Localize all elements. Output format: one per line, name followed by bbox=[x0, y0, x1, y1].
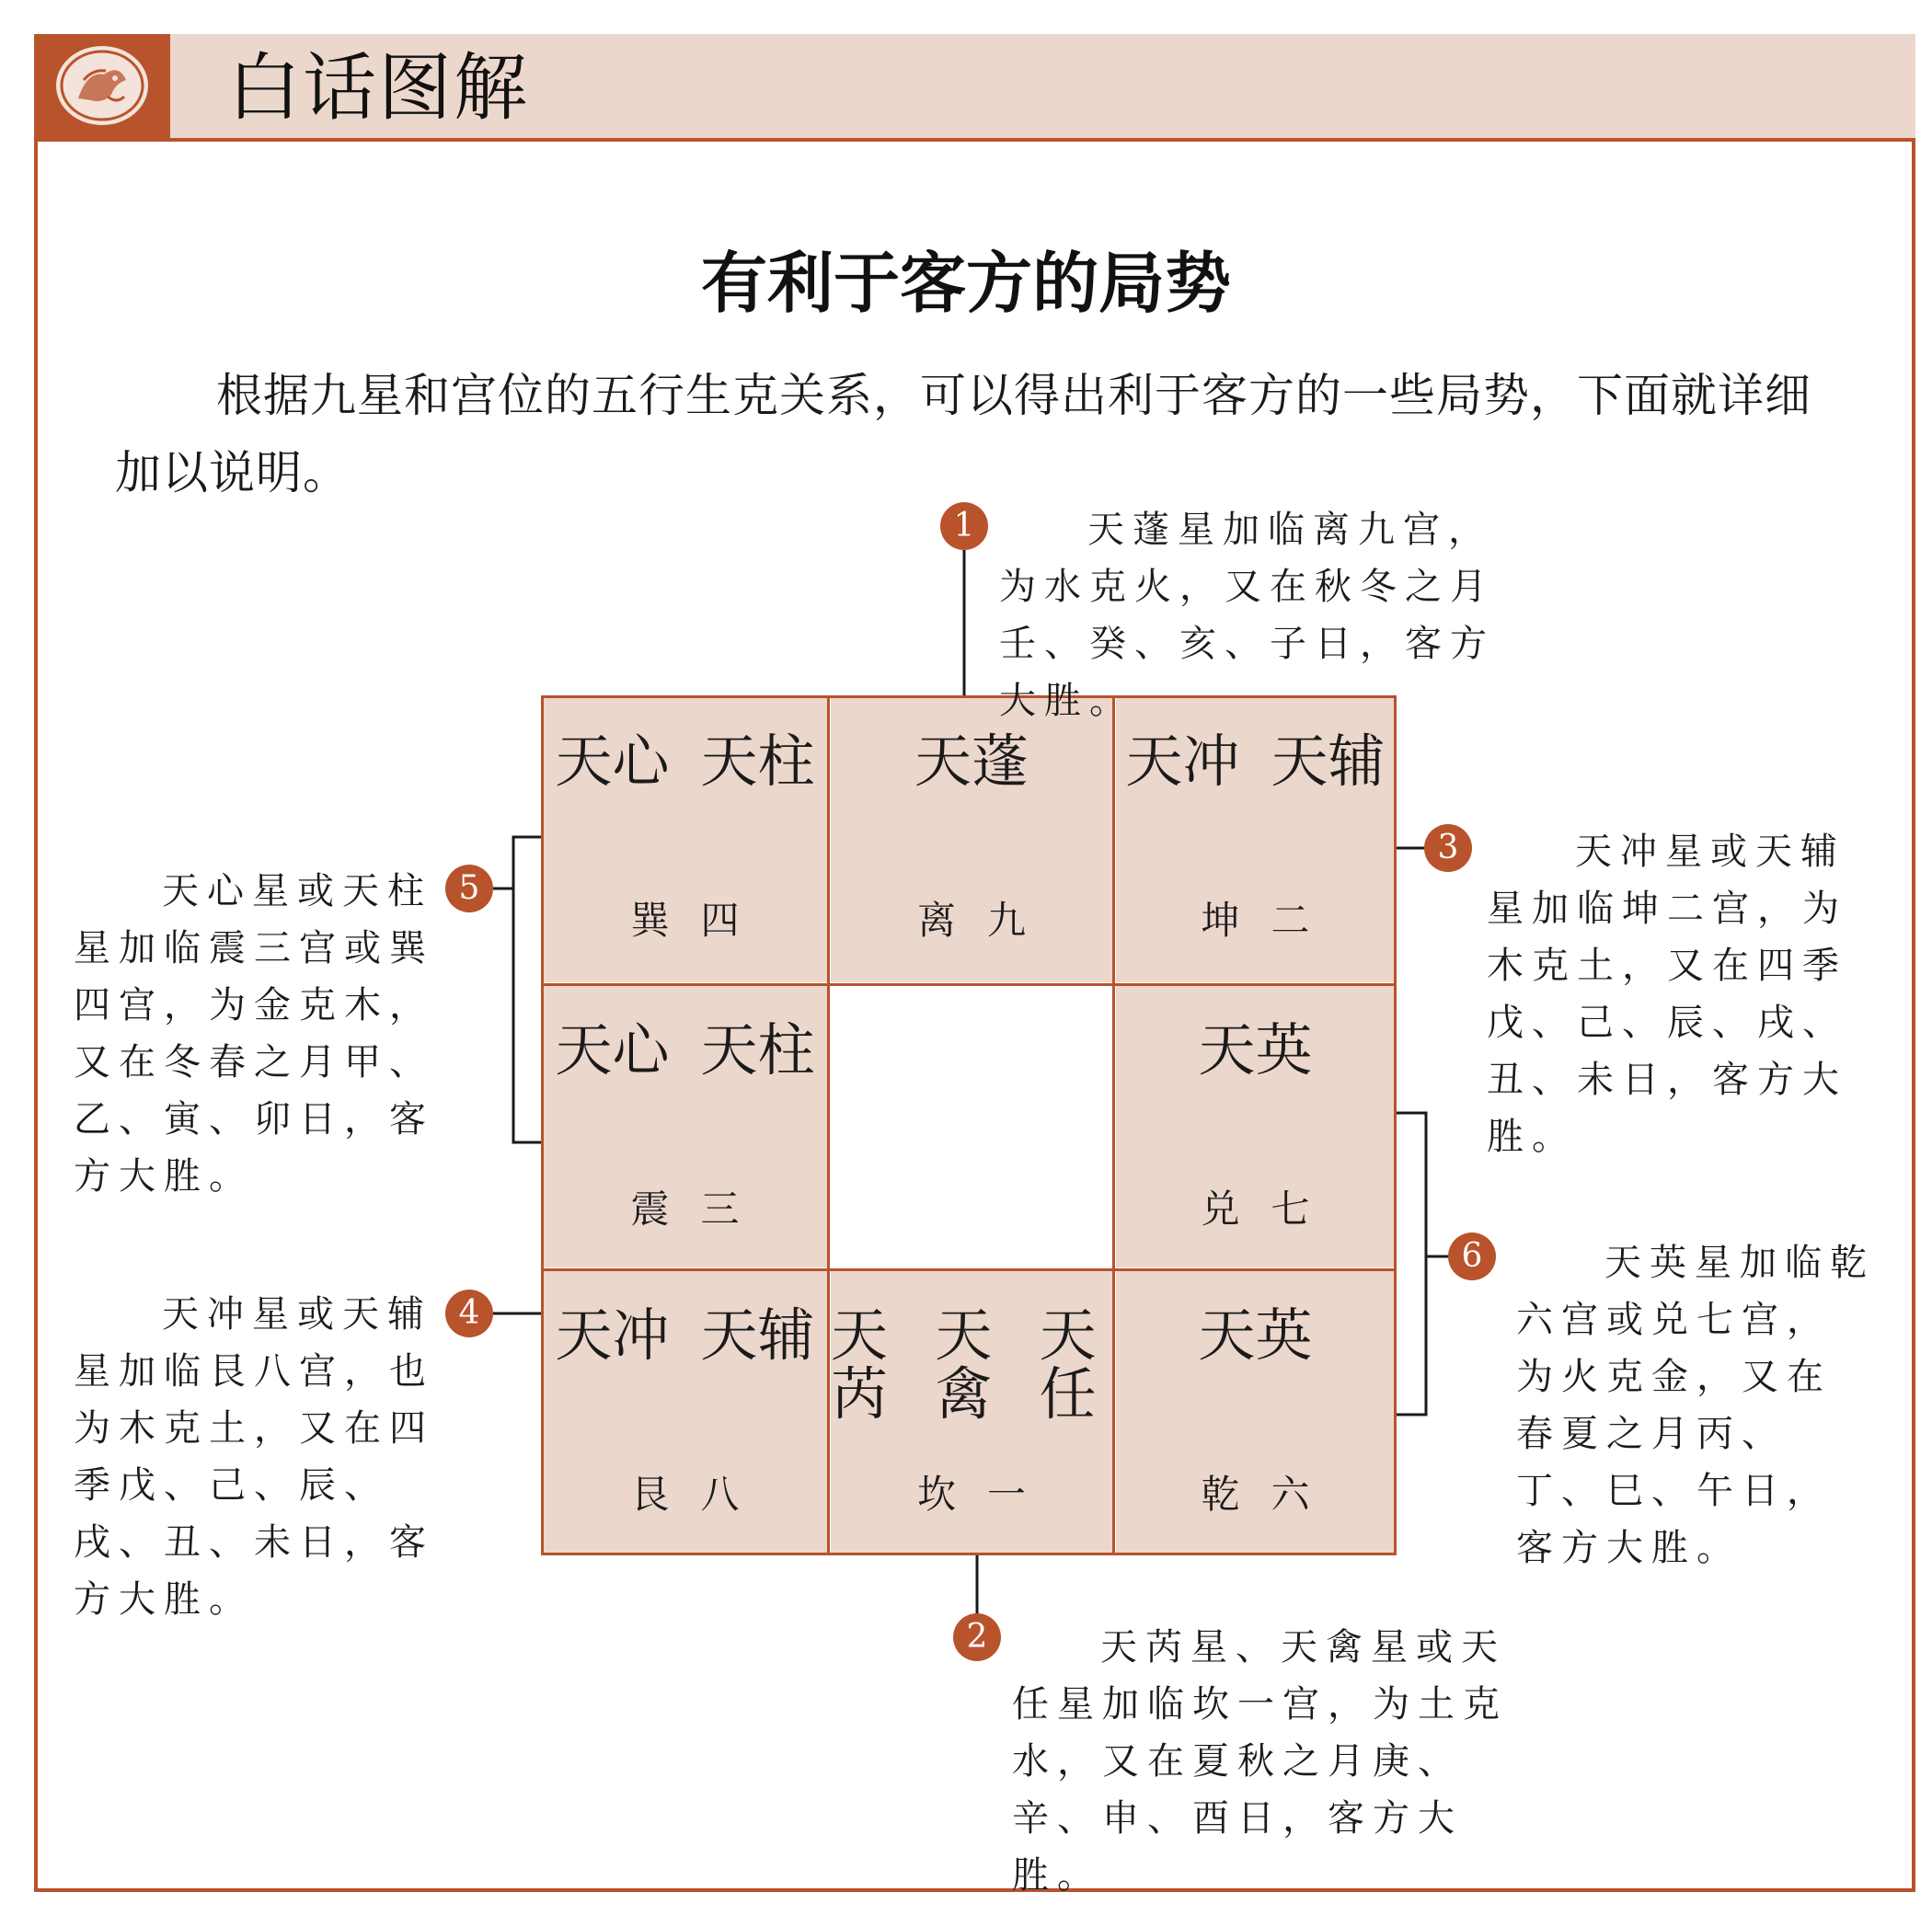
cell-stars bbox=[1116, 728, 1395, 795]
star-label: 天冲 bbox=[1125, 728, 1240, 795]
cell-li-nine bbox=[831, 697, 1112, 982]
star-label: 天任 bbox=[1039, 1302, 1097, 1428]
note-text-1: 天蓬星加临离九宫，为水克火，又在秋冬之月壬、癸、亥、子日，客方大胜。 bbox=[999, 509, 1495, 722]
cell-stars bbox=[831, 728, 1112, 795]
note-badge-6: 6 bbox=[1448, 1233, 1496, 1280]
cell-zhen-three bbox=[543, 986, 827, 1267]
grid-line bbox=[1112, 695, 1115, 1555]
note-badge-1: 1 bbox=[940, 502, 988, 550]
cell-stars bbox=[543, 1016, 827, 1084]
note-badge-5: 5 bbox=[445, 865, 493, 912]
cell-qian-six bbox=[1116, 1271, 1395, 1553]
star-label: 天冲 bbox=[555, 1302, 670, 1369]
note-badge-4: 4 bbox=[445, 1290, 493, 1337]
note-badge-3: 3 bbox=[1424, 824, 1472, 872]
palace-label: 乾六 bbox=[1201, 1472, 1341, 1517]
palace-label: 兑七 bbox=[1201, 1187, 1341, 1232]
star-label: 天禽 bbox=[935, 1302, 993, 1428]
palace-label: 离九 bbox=[916, 898, 1057, 943]
header-title: 白话图解 bbox=[227, 45, 529, 131]
grid-line bbox=[541, 983, 1397, 986]
star-label: 天柱 bbox=[700, 1016, 815, 1084]
main-title: 有利于客方的局势 bbox=[700, 245, 1231, 322]
note-text-5: 天心星或天柱星加临震三宫或巽四宫，为金克木，又在冬春之月甲、乙、寅、卯日，客方大胜。 bbox=[74, 870, 434, 1198]
note-badge-2: 2 bbox=[953, 1613, 1001, 1661]
cell-stars bbox=[543, 728, 827, 795]
star-label: 天蓬 bbox=[914, 728, 1029, 795]
cell-xun-four bbox=[543, 697, 827, 982]
cell-kan-one bbox=[831, 1271, 1112, 1553]
grid-line bbox=[827, 695, 830, 1555]
star-label: 天心 bbox=[555, 728, 670, 795]
grid-line bbox=[541, 1553, 1397, 1555]
palace-label: 艮八 bbox=[630, 1472, 771, 1517]
intro-paragraph: 根据九星和宫位的五行生克关系，可以得出利于客方的一些局势，下面就详细加以说明。 bbox=[115, 369, 1811, 499]
cell-kun-two bbox=[1116, 697, 1395, 982]
star-label: 天英 bbox=[1198, 1016, 1313, 1084]
cell-stars bbox=[543, 1302, 827, 1369]
star-label: 天芮 bbox=[831, 1302, 889, 1428]
palace-label: 震三 bbox=[630, 1187, 771, 1232]
cell-center-empty bbox=[831, 986, 1112, 1267]
star-label: 天辅 bbox=[700, 1302, 815, 1369]
palace-label: 巽四 bbox=[630, 898, 771, 943]
star-label: 天辅 bbox=[1271, 728, 1386, 795]
note-text-3: 天冲星或天辅星加临坤二宫，为木克土，又在四季戊、己、辰、戌、丑、未日，客方大胜。 bbox=[1487, 831, 1847, 1158]
palace-label: 坎一 bbox=[916, 1472, 1057, 1517]
grid-line bbox=[541, 695, 544, 1555]
note-text-4: 天冲星或天辅星加临艮八宫，也为木克土，又在四季戊、己、辰、戌、丑、未日，客方大胜。 bbox=[74, 1293, 434, 1621]
cell-dui-seven bbox=[1116, 986, 1395, 1267]
note-text-6: 天英星加临乾六宫或兑七宫，为火克金，又在春夏之月丙、丁、巳、午日，客方大胜。 bbox=[1516, 1242, 1875, 1569]
cell-stars bbox=[831, 1302, 1112, 1428]
star-label: 天柱 bbox=[700, 728, 815, 795]
cell-stars bbox=[1116, 1016, 1395, 1084]
palace-label: 坤二 bbox=[1201, 898, 1341, 943]
cell-gen-eight bbox=[543, 1271, 827, 1553]
grid-line bbox=[541, 1268, 1397, 1271]
star-label: 天英 bbox=[1198, 1302, 1313, 1369]
star-label: 天心 bbox=[555, 1016, 670, 1084]
note-text-2: 天芮星、天禽星或天任星加临坎一宫，为土克水，又在夏秋之月庚、辛、申、酉日，客方大胜。 bbox=[1012, 1626, 1508, 1897]
cell-stars bbox=[1116, 1302, 1395, 1369]
grid-line bbox=[1394, 695, 1397, 1555]
